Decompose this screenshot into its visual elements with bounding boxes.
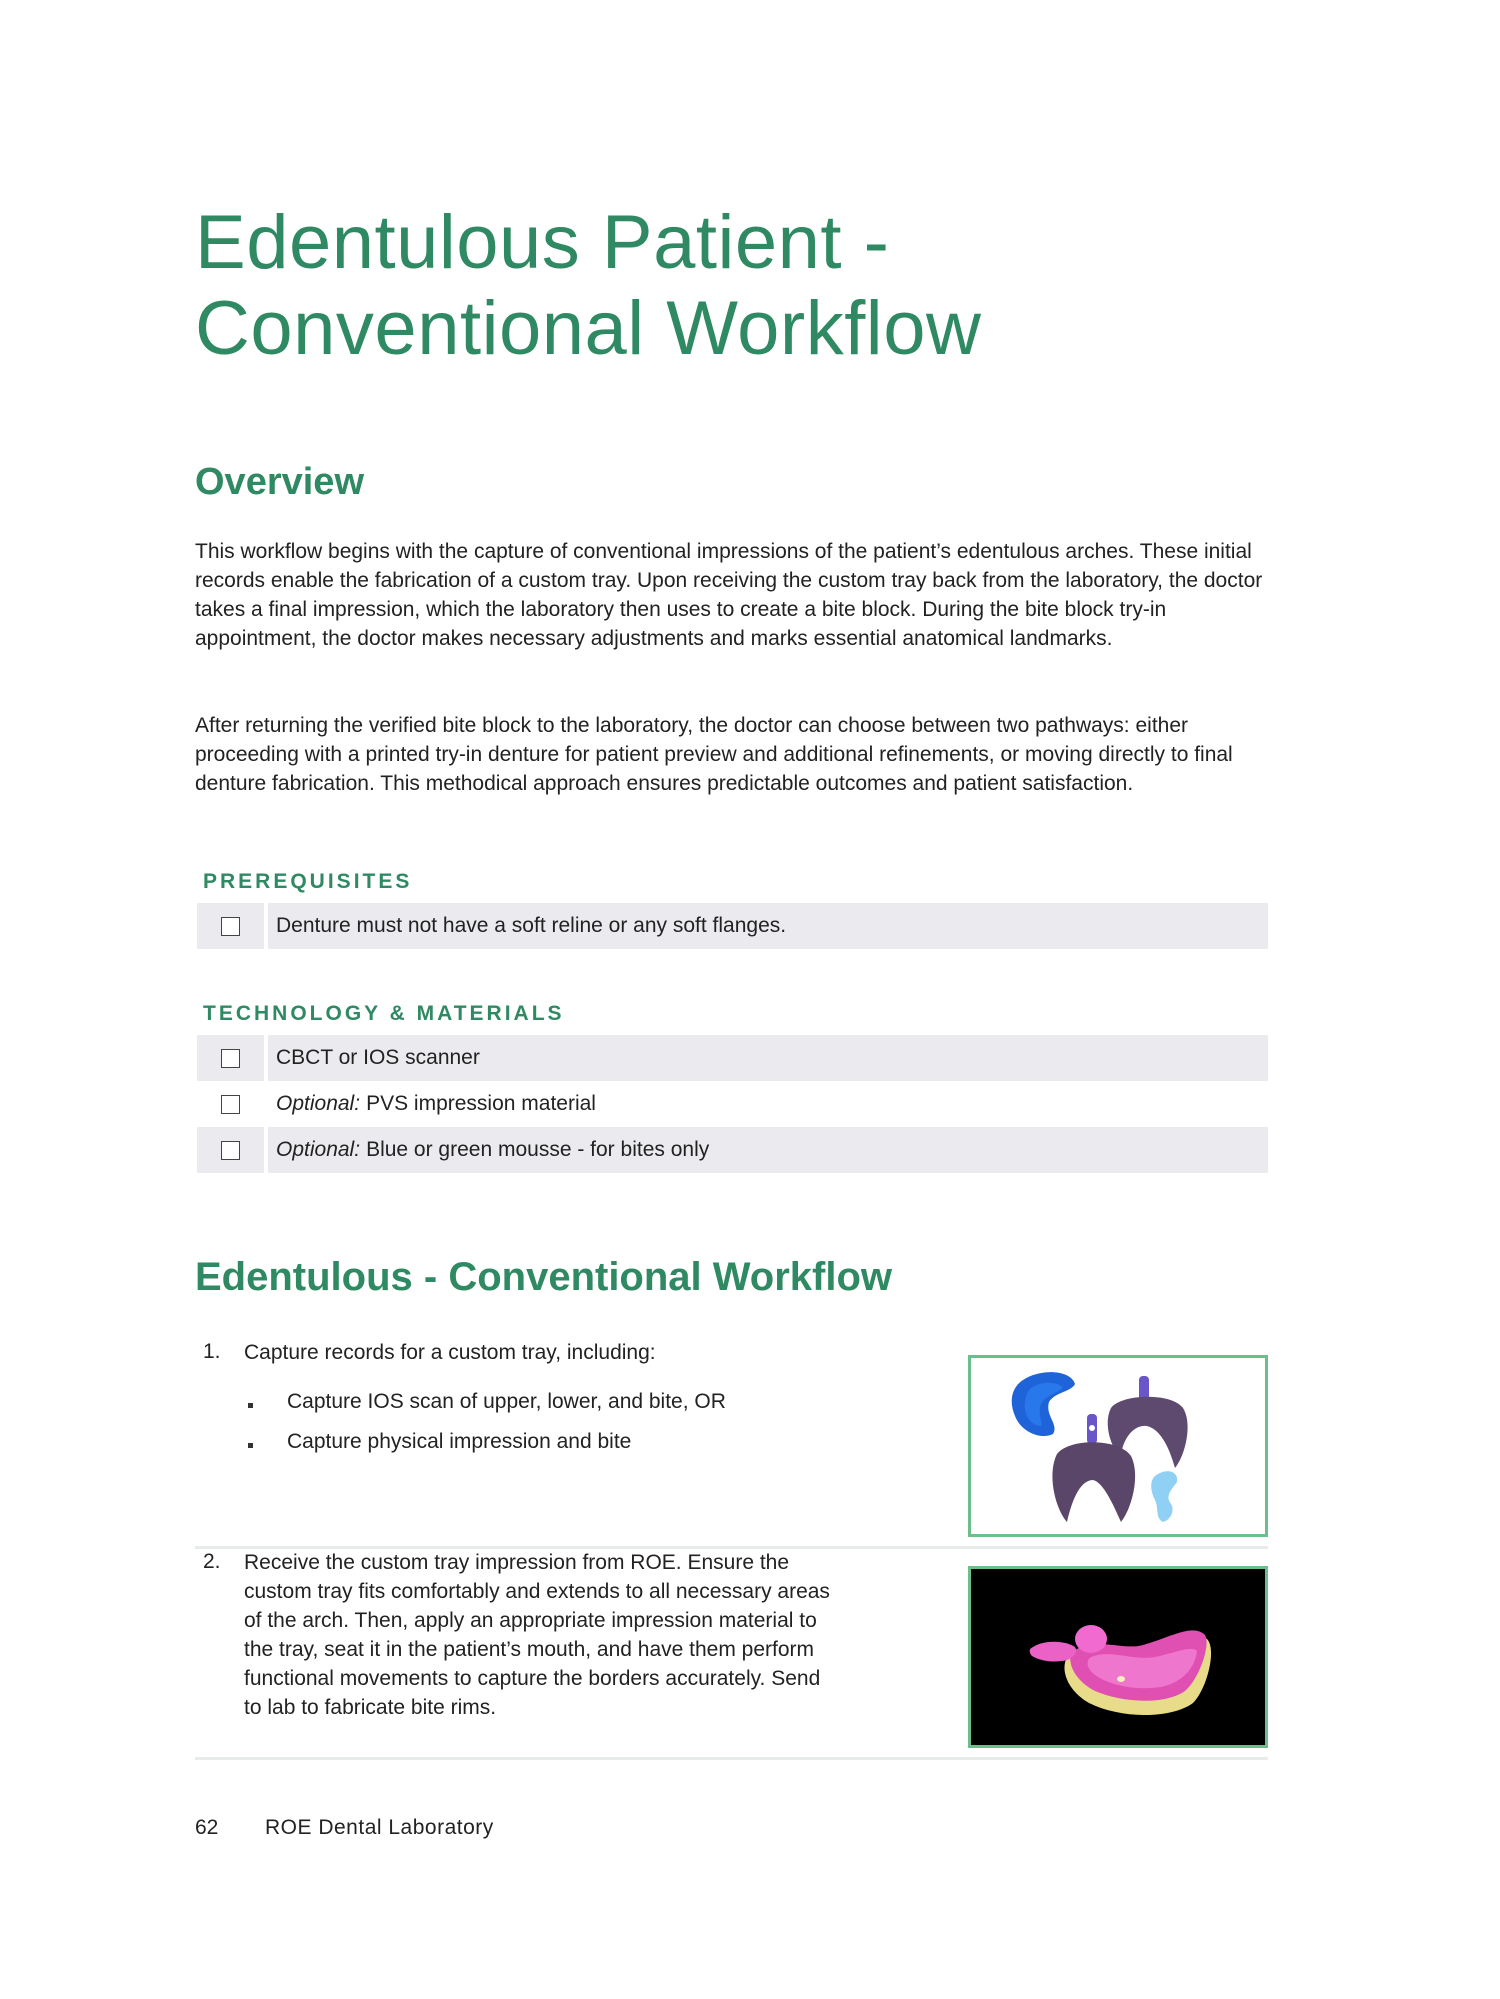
prerequisites-table: [197, 903, 1268, 949]
technology-row: [197, 1081, 1268, 1127]
technology-item-text: CBCT or IOS scanner: [276, 1046, 480, 1069]
optional-prefix: Optional:: [276, 1092, 361, 1115]
final-impression-illustration: [971, 1569, 1265, 1745]
technology-item-text: Blue or green mousse - for bites only: [366, 1138, 710, 1161]
overview-paragraph-1: This workflow begins with the capture of conventional impressions of the patient’s edentulous arches. These initial records enable the fabrication of a custom tray. Upon receiving the custom tray back from the laboratory, the doctor takes a final impression, which the laboratory then uses to create a bite block. During the bite block try-in appointment, the doctor makes necessary adjustments and marks essential anatomical landmarks.: [195, 540, 1263, 650]
checkbox-cell: [197, 1127, 264, 1173]
bullet-dot: [248, 1403, 253, 1408]
technology-checkbox[interactable]: [221, 1141, 240, 1160]
step-2-number: 2.: [203, 1550, 221, 1573]
step-1-number: 1.: [203, 1340, 221, 1363]
step-2-line: to lab to fabricate bite rims.: [244, 1696, 497, 1719]
checkbox-cell: [197, 903, 264, 949]
step-2-line: of the arch. Then, apply an appropriate impression material to: [244, 1609, 817, 1632]
footer-lab-name: ROE Dental Laboratory: [265, 1816, 494, 1839]
technology-materials-table: [197, 1035, 1268, 1173]
step-2-text: [244, 1548, 944, 1722]
technology-text: [268, 1127, 1268, 1173]
step-2-line: the tray, seat it in the patient’s mouth, and have them perform: [244, 1638, 815, 1661]
technology-text: [268, 1035, 1268, 1081]
step-1-bullet-2: Capture physical impression and bite: [287, 1430, 632, 1453]
custom-tray-impressions-photo: [968, 1355, 1268, 1537]
step-2-line: functional movements to capture the borders accurately. Send: [244, 1667, 821, 1690]
prerequisite-row: [197, 903, 1268, 949]
prerequisite-checkbox[interactable]: [221, 917, 240, 936]
step-2-line: Receive the custom tray impression from ROE. Ensure the: [244, 1551, 790, 1574]
workflow-heading: Edentulous - Conventional Workflow: [195, 1255, 893, 1299]
bullet-dot: [248, 1443, 253, 1448]
technology-row: [197, 1035, 1268, 1081]
checkbox-cell: [197, 1081, 264, 1127]
technology-item-text: PVS impression material: [366, 1092, 596, 1115]
technology-text: [268, 1081, 1268, 1127]
technology-checkbox[interactable]: [221, 1095, 240, 1114]
page-title-line-1: Edentulous Patient -: [195, 200, 890, 285]
overview-heading: Overview: [195, 461, 364, 503]
optional-prefix: Optional:: [276, 1138, 361, 1161]
step-1-bullet-1: Capture IOS scan of upper, lower, and bite, OR: [287, 1390, 726, 1413]
page-title-line-2: Conventional Workflow: [195, 286, 982, 371]
page-title: [195, 200, 1295, 372]
checkbox-cell: [197, 1035, 264, 1081]
prerequisites-label: PREREQUISITES: [203, 870, 413, 893]
prerequisite-text: Denture must not have a soft reline or any soft flanges.: [268, 903, 1268, 949]
step-divider: [195, 1757, 1268, 1760]
page-number: 62: [195, 1816, 219, 1839]
technology-checkbox[interactable]: [221, 1049, 240, 1068]
step-1-text: Capture records for a custom tray, including:: [244, 1341, 656, 1364]
impression-trays-illustration: [971, 1358, 1265, 1534]
technology-materials-label: TECHNOLOGY & MATERIALS: [203, 1002, 565, 1025]
overview-paragraph-2: After returning the verified bite block to the laboratory, the doctor can choose between two pathways: either proceeding with a printed try-in denture for patient preview and additional refinements, or moving directly to final denture fabrication. This methodical approach ensures predictable outcomes and patient satisfaction.: [195, 714, 1233, 795]
step-2-line: custom tray fits comfortably and extends to all necessary areas: [244, 1580, 830, 1603]
technology-row: [197, 1127, 1268, 1173]
final-impression-photo: [968, 1566, 1268, 1748]
